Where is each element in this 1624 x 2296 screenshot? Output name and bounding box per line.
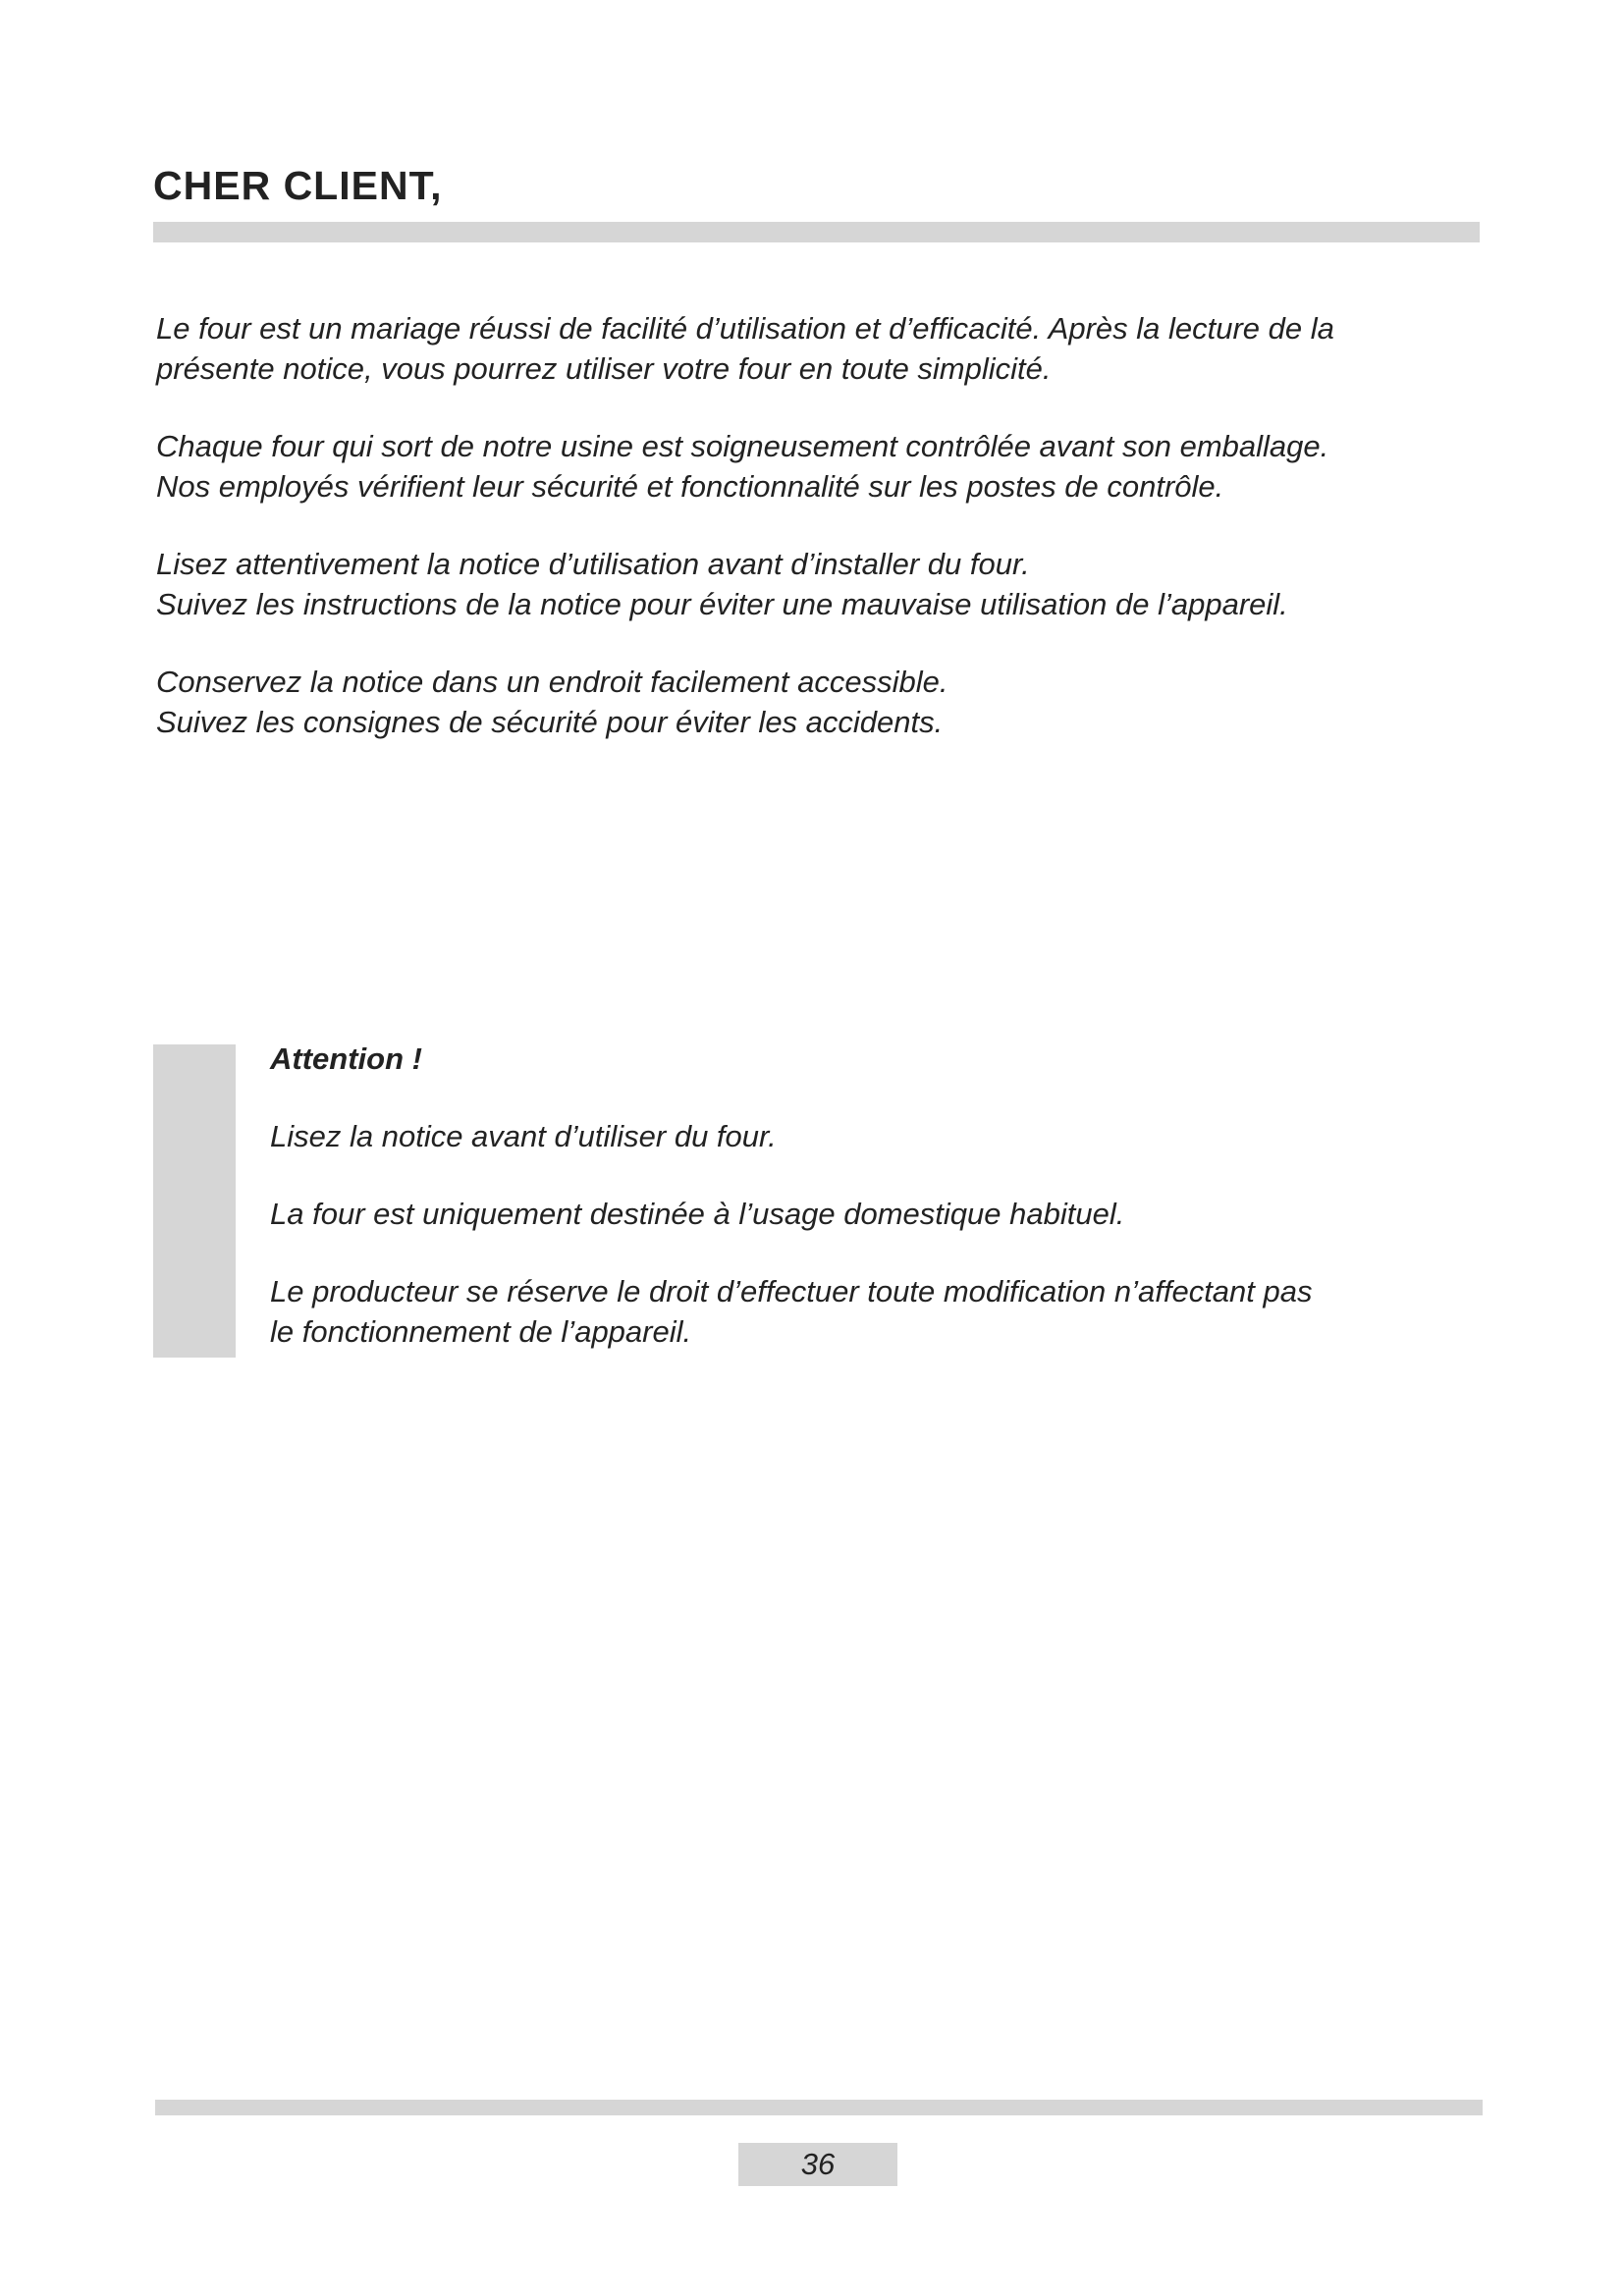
attention-paragraph xyxy=(270,1194,1478,1234)
attention-title: Attention ! xyxy=(270,1041,422,1076)
intro-line: Lisez attentivement la notice d’utilisation avant d’installer du four. xyxy=(156,547,1030,581)
page-number: 36 xyxy=(738,2143,897,2186)
intro-line: présente notice, vous pourrez utiliser votre four en toute simplicité. xyxy=(156,351,1052,386)
intro-paragraph xyxy=(156,308,1491,389)
page-title: CHER CLIENT, xyxy=(153,163,443,208)
attention-line: le fonctionnement de l’appareil. xyxy=(270,1314,692,1349)
intro-section xyxy=(156,308,1491,779)
attention-side-bar xyxy=(153,1044,236,1358)
attention-box xyxy=(270,1039,1478,1389)
attention-line: Le producteur se réserve le droit d’effectuer toute modification n’affectant pas xyxy=(270,1274,1313,1308)
attention-paragraph xyxy=(270,1271,1478,1352)
intro-paragraph xyxy=(156,662,1491,742)
intro-line: Nos employés vérifient leur sécurité et fonctionnalité sur les postes de contrôle. xyxy=(156,469,1224,504)
intro-line: Suivez les instructions de la notice pour éviter une mauvaise utilisation de l’appareil. xyxy=(156,587,1288,621)
intro-line: Conservez la notice dans un endroit facilement accessible. xyxy=(156,665,948,699)
intro-paragraph xyxy=(156,544,1491,624)
attention-paragraph xyxy=(270,1116,1478,1156)
intro-line: Suivez les consignes de sécurité pour éviter les accidents. xyxy=(156,705,944,739)
intro-paragraph xyxy=(156,426,1491,507)
intro-line: Chaque four qui sort de notre usine est soigneusement contrôlée avant son emballage. xyxy=(156,429,1329,463)
intro-line: Le four est un mariage réussi de facilité d’utilisation et d’efficacité. Après la lecture de la xyxy=(156,311,1334,346)
attention-line: Lisez la notice avant d’utiliser du four. xyxy=(270,1119,777,1153)
title-divider xyxy=(153,222,1480,242)
attention-line: La four est uniquement destinée à l’usage domestique habituel. xyxy=(270,1197,1125,1231)
footer-divider xyxy=(155,2100,1483,2115)
